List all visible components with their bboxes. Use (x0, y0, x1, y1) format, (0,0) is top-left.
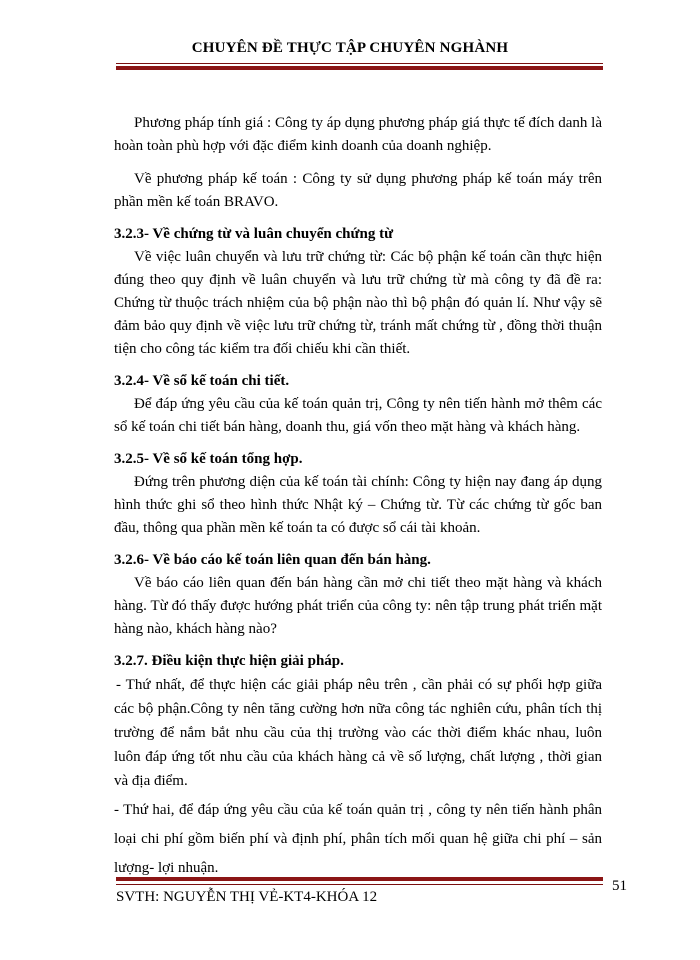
paragraph-3-2-7-second: - Thứ hai, để đáp ứng yêu cầu của kế toán quản trị , công ty nên tiến hành phân loại chi phí gồm biến phí và định phí, phân tích mối quan hệ giữa chi phí – sản lượng- lợi nhuận. (114, 802, 602, 876)
paragraph-accounting-method: Về phương pháp kế toán : Công ty sử dụng phương pháp kế toán máy trên phần mền kế toán BRAVO. (114, 171, 602, 210)
heading-3-2-3: 3.2.3- Về chứng từ và luân chuyển chứng từ (114, 226, 394, 242)
page-number: 51 (612, 878, 627, 894)
heading-3-2-6: 3.2.6- Về báo cáo kế toán liên quan đến bán hàng. (114, 552, 431, 568)
heading-3-2-4: 3.2.4- Về sổ kế toán chi tiết. (114, 373, 290, 389)
header-rule-thin (116, 63, 603, 64)
paragraph-3-2-7-first: - Thứ nhất, để thực hiện các giải pháp nêu trên , cần phải có sự phối hợp giữa các bộ phận.Công ty nên tăng cường hơn nữa công tác nghiên cứu, phân tích thị trường để nắm bắt nhu cầu của thị trường vào các thời điểm khác nhau, luôn luôn đáp ứng tốt nhu cầu của khách hàng cả về số lượng, chất lượng , thời gian và địa điểm. (114, 677, 602, 789)
document-body (114, 112, 602, 883)
paragraph-3-2-3: Về việc luân chuyển và lưu trữ chứng từ: Các bộ phận kế toán cần thực hiện đúng theo quy định về luân chuyển và lưu trữ chứng từ mà công ty đã đề ra: Chứng từ thuộc trách nhiệm của bộ phận nào thì bộ phận đó quản lí. Như vậy sẽ đảm bảo quy định về việc lưu trữ chứng từ, tránh mất chứng từ , đồng thời thuận tiện cho công tác kiểm tra đối chiếu khi cần thiết. (114, 249, 602, 357)
paragraph-pricing-method: Phương pháp tính giá : Công ty áp dụng phương pháp giá thực tế đích danh là hoàn toàn phù hợp với đặc điểm kinh doanh của doanh nghiệp. (114, 115, 602, 154)
footer-author: SVTH: NGUYỄN THỊ VẺ-KT4-KHÓA 12 (116, 889, 378, 905)
footer-rule-thin (116, 884, 603, 885)
footer-rule-thick (116, 877, 603, 881)
header-rule-thick (116, 66, 603, 70)
page-header-title: CHUYÊN ĐỀ THỰC TẬP CHUYÊN NGHÀNH (191, 40, 509, 56)
paragraph-3-2-6: Về báo cáo liên quan đến bán hàng cần mở chi tiết theo mặt hàng và khách hàng. Từ đó thấy được hướng phát triển của công ty: nên tập trung phát triển mặt hàng nào, khách hàng nào? (114, 575, 602, 637)
heading-3-2-5: 3.2.5- Về sổ kế toán tổng hợp. (114, 451, 303, 467)
paragraph-3-2-4: Để đáp ứng yêu cầu của kế toán quản trị, Công ty nên tiến hành mở thêm các sổ kế toán chi tiết bán hàng, doanh thu, giá vốn theo mặt hàng và khách hàng. (114, 396, 602, 435)
paragraph-3-2-5: Đứng trên phương diện của kế toán tài chính: Công ty hiện nay đang áp dụng hình thức ghi sổ theo hình thức Nhật ký – Chứng từ. Từ các chứng từ gốc ban đầu, thông qua phần mền kế toán ta có được sổ cái tài khoản. (114, 474, 602, 536)
heading-3-2-7: 3.2.7. Điều kiện thực hiện giải pháp. (114, 653, 344, 669)
